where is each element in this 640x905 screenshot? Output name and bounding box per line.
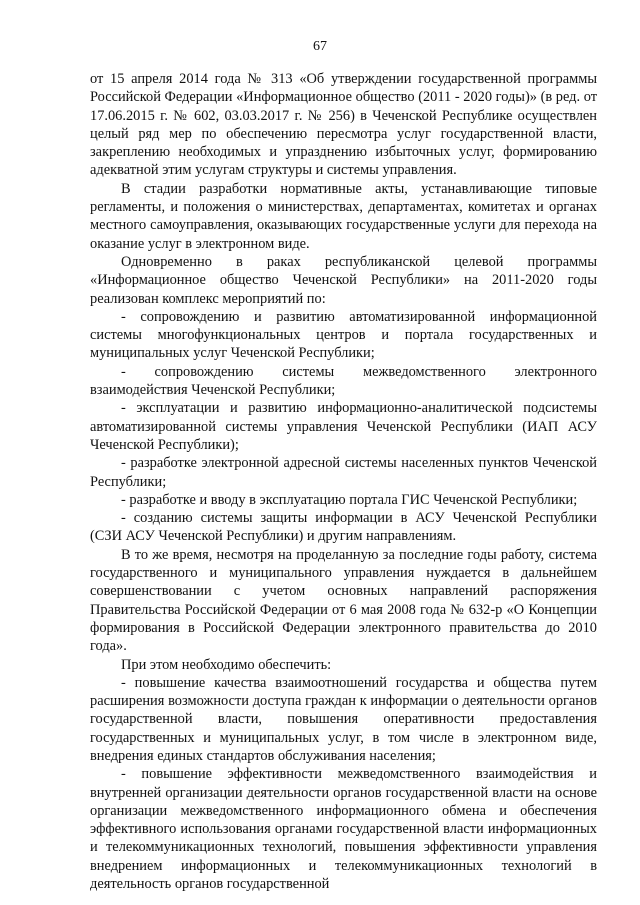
- list-item: - сопровождению и развитию автоматизированной информационной системы многофункциональных центров и портала государственных и муниципальных услуг Чеченской Республики;: [90, 308, 597, 362]
- list-item: - повышение качества взаимоотношений государства и общества путем расширения возможности доступа граждан к информации о деятельности органов государственной власти, повышения оперативности предоставления государственных и муниципальных услуг, в том числе в электронном виде, внедрения единых стандартов обслуживания населения;: [90, 674, 597, 764]
- paragraph-requirements: При этом необходимо обеспечить:: [121, 656, 332, 673]
- list-item: - разработке и вводу в эксплуатацию портала ГИС Чеченской Республики;: [121, 491, 578, 508]
- list-item: - созданию системы защиты информации в АСУ Чеченской Республики (СЗИ АСУ Чеченской Республики) и другим направлениям.: [90, 510, 597, 545]
- list-item: - повышение эффективности межведомственного взаимодействия и внутренней организации деятельности органов государственной власти на основе организации межведомственного информационного обмена и обеспечения эффективного использования органами государственной власти информационных и телекоммуникационных технологий, повышения эффективности управления внедрением информационных и телекоммуникационных технологий в деятельность органов государственной: [90, 766, 597, 893]
- paragraph-regulations: В стадии разработки нормативные акты, устанавливающие типовые регламенты, и положения о министерствах, департаментах, комитетах и органах местного самоуправления, оказывающих государственные услуги для перехода на оказание услуг в электронном виде.: [90, 180, 597, 252]
- paragraph-improvement: В то же время, несмотря на проделанную за последние годы работу, система государственного и муниципального управления нуждается в дальнейшем совершенствовании с учетом основных направлений распоряжения Правительства Российской Федерации от 6 мая 2008 года № 632-р «О Концепции формирования в Российской Федерации электронного правительства до 2010 года».: [90, 546, 597, 655]
- paragraph-program: Одновременно в раках республиканской целевой программы «Информационное общество Чеченской Республики» на 2011-2020 годы реализован комплекс мероприятий по:: [90, 253, 597, 307]
- list-item: - разработке электронной адресной системы населенных пунктов Чеченской Республики;: [90, 455, 597, 490]
- list-item: - сопровождению системы межведомственного электронного взаимодействия Чеченской Республики;: [90, 363, 597, 399]
- paragraph-intro: от 15 апреля 2014 года № 313 «Об утверждении государственной программы Российской Федерации «Информационное общество (2011 - 2020 годы)» (в ред. от 17.06.2015 г. № 602, 03.03.2017 г. № 256) в Чеченской Республике осуществлен целый ряд мер по обеспечению пересмотра услуг государственной власти, закреплению необходимых и упразднению избыточных услуг, формированию адекватной этим услугам структуры и системы управления.: [90, 71, 597, 179]
- document-body: [90, 70, 597, 893]
- page-number: 67: [313, 39, 327, 54]
- list-item: - эксплуатации и развитию информационно-аналитической подсистемы автоматизированной системы управления Чеченской Республики (ИАП АСУ Чеченской Республики);: [90, 400, 597, 453]
